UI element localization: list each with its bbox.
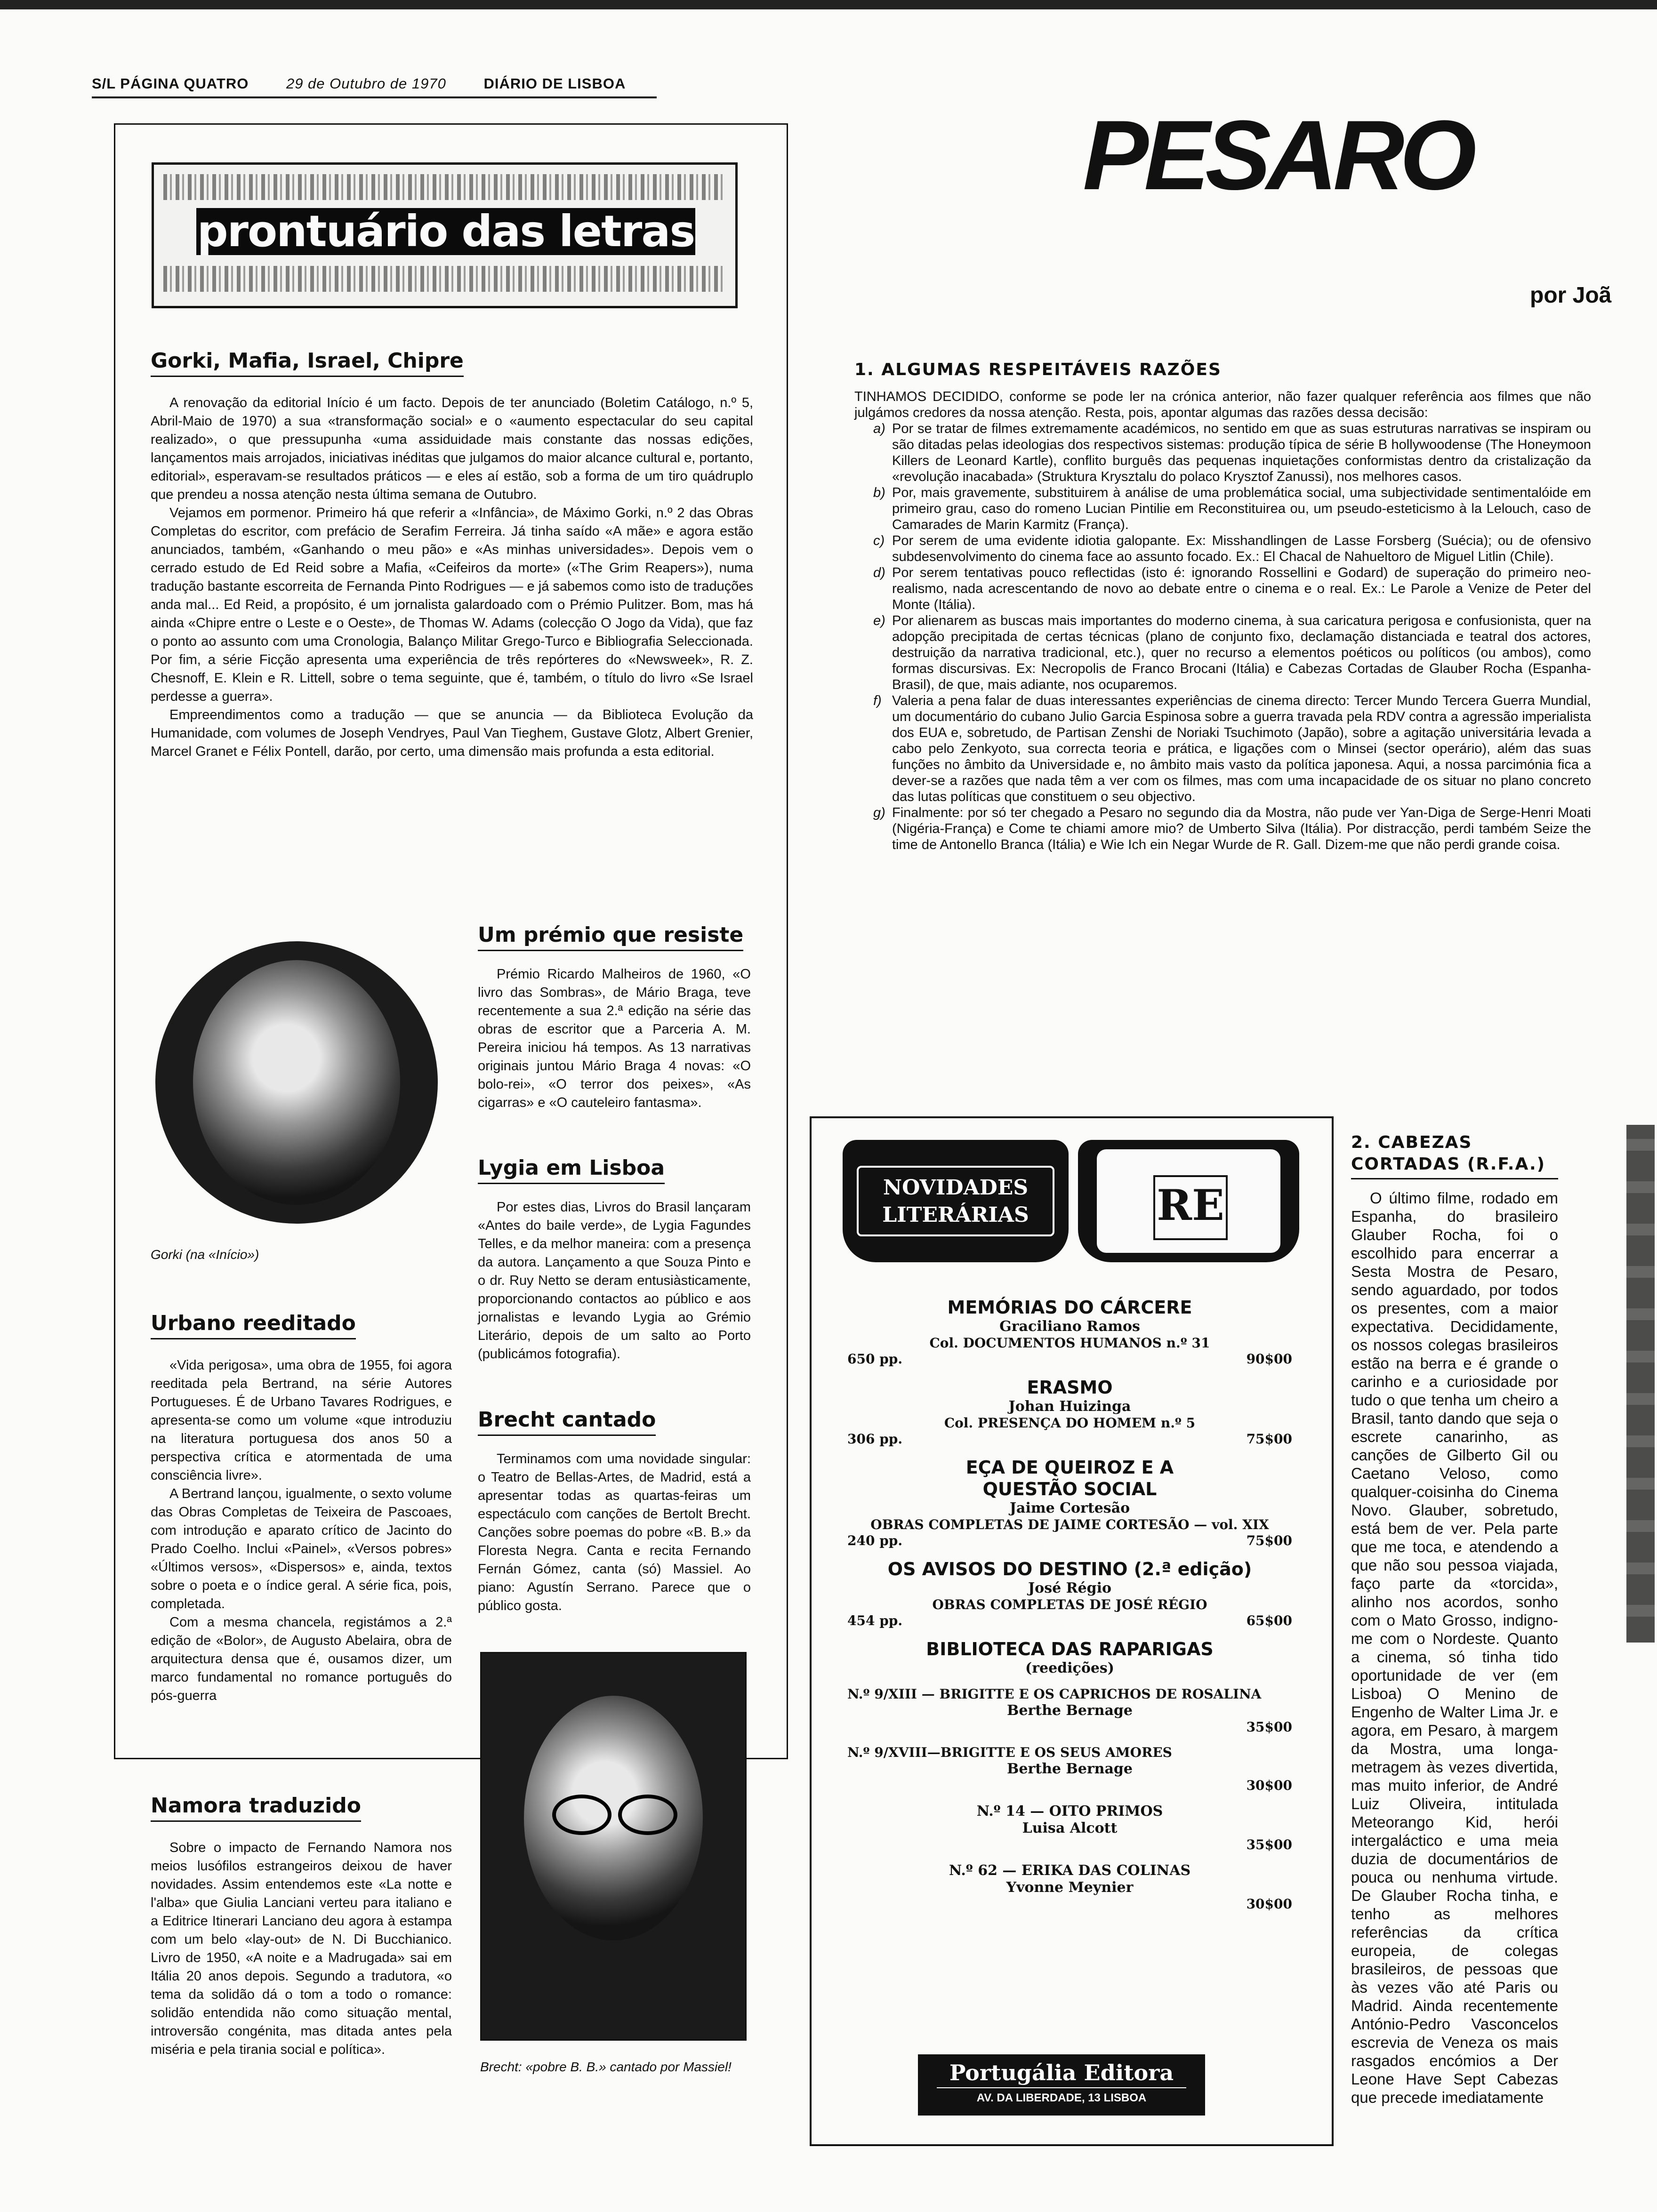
section-body: O último filme, rodado em Espanha, do brasileiro Glauber Rocha, foi o escolhido para encerrar a Sesta Mostra de Pesaro, sendo aguardado, por todos os presentes, com a maior expectativa. Decididamente, os nossos colegas brasileiros estão na berra e é grande o carinho e a curiosidade por tudo o que tenha um cheiro a Brasil, tanto dando que seja o escrete canarinho, as canções de Gilberto Gil ou Caetano Veloso, como qualquer-coisinha do Cinema Novo. Glauber, sobretudo, está bem de ver. Pela parte que me toca, e atendendo a que não sou pessoa viajada, faço parte da «torcida», alinho nos acordos, sonho com o Mato Grosso, indigno-me com o Nordeste. Quanto a cinema, só tinha tido oportunidade de ver (em Lisboa) O Menino de Engenho de Walter Lima Jr. e agora, em Pesaro, à margem da Mostra, uma longa-metragem às vezes divertida, mas muito inferior, de André Luiz Oliveira, intitulada Meteorango Kid, herói intergaláctico e uma meia duzia de documentários de pouca ou nenhuma virtude. De Glauber Rocha tinha, e tenho as melhores referências da crítica europeia, de colegas brasileiros, de pessoas que às vezes vão até Paris ou Madrid. Ainda recentemente António-Pedro Vasconcelos escrevia de Veneza os mais rasgados encómios a Der Leone Have Sept Cabezas que precede imediatamente: [1351, 1189, 1558, 2106]
reason-item: e) Por alienarem as buscas mais importantes do moderno cinema, à sua caricatura perigosa e confusionista, quer na adopção precipitada de certas técnicas (plano de conjunto fixo, declamação distanciada e teatral dos actores, destruição da narrativa tradicional, etc.), quer no recurso a elementos poéticos ou políticos (ou ambos), como formas discursivas. Ex: Necropolis de Franco Brocani (Itália) e Cabezas Cortadas de Glauber Rocha (Espanha-Brasil), de que, mais adiante, nos ocuparemos.: [873, 613, 1591, 692]
reason-item: d) Por serem tentativas pouco reflectidas (isto é: ignorando Rossellini e Godard) de superação do primeiro neo-realismo, nada acrescentando de novo ao debate entre o cinema e o real. Ex.: Le Parole a Venize de Peter del Monte (Itália).: [873, 565, 1591, 612]
banner-texture-top: [163, 174, 724, 200]
article-paragraph: Empreendimentos como a tradução — que se anuncia — da Biblioteca Evolução da Humanidade, com volumes de Joseph Vendryes, Paul Van Tieghem, Gustave Glotz, Albert Grenier, Marcel Granet e Félix Pontell, darão, por certo, uma dimensão mais profunda a esta editorial.: [151, 707, 753, 759]
pesaro-byline: por Joã: [1530, 283, 1612, 308]
article-paragraph: Sobre o impacto de Fernando Namora nos meios lusófilos estrangeiros deixou de haver novidades. Assim entendemos este «La notte e l'alba» que Giulia Lanciani verteu para italiano e a Editrice Itinerari Lanciano deu agora à estampa com um belo «lay-out» de N. Di Bucchianico. Livro de 1950, «A noite e a Madrugada» sai em Itália 20 anos depois. Segundo a tradutora, «o tema da solidão dá o tom a todo o romance: solidão entendida não como situação mental, introversão congénita, mas ditada antes pela miséria e pela tirania social e política».: [151, 1840, 452, 2057]
header-rule: [92, 96, 657, 98]
reason-item: g) Finalmente: por só ter chegado a Pesaro no segundo dia da Mostra, não pude ver Yan-Diga de Serge-Henri Moati (Nigéria-França) e Come te chiami amore mio? de Umberto Silva (Itália). Por distracção, perdi também Seize the time de Antonello Branca (Itália) e Wie Ich ein Negar Wurde de R. Gall. Dizem-me que não perdi grande coisa.: [873, 805, 1591, 852]
novidades-label: NOVIDADES LITERÁRIAS: [857, 1166, 1054, 1236]
biblioteca-entry: N.º 14 — OITO PRIMOS Luisa Alcott 35$00: [976, 1803, 1292, 1852]
article-body: [478, 965, 751, 1112]
novidades-badge: [843, 1140, 1069, 1262]
article-premio: [478, 922, 751, 1112]
biblioteca-entry: N.º 9/XIII — BRIGITTE E OS CAPRICHOS DE ROSALINA Berthe Bernage 35$00: [847, 1686, 1292, 1735]
article-paragraph: Vejamos em pormenor. Primeiro há que referir a «Infância», de Máximo Gorki, n.º 2 das Obras Completas do escritor, com prefácio de Serafim Ferreira. Já tinha saído «A mãe» e agora estão anunciados, também, «Ganhando o meu pão» e «As minhas universidades». Depois vem o cerrado estudo de Ed Reid sobre a Mafia, «Ceifeiros da morte» («The Grim Reapers»), numa tradução bastante escorreita de Fernanda Pinto Rodrigues — e já sabemos como isto de traduções anda mal... Ed Reid, a propósito, é um jornalista galardoado com o Prémio Pulitzer. Bom, mas há ainda «Chipre entre o Leste e o Oeste», de Thomas W. Adams (colecção O Jogo da Vida), que faz o ponto ao assunto com uma Cronologia, Balanço Militar Grego-Turco e Bibliografia Seleccionada. Por fim, a série Ficção apresenta uma experiência de três repórteres do «Newsweek», R. Z. Chesnoff, E. Klein e R. Littell, sobre o tema seguinte, que é, também, o título do livro «Se Israel perdesse a guerra».: [151, 505, 753, 704]
page-header: [92, 75, 659, 92]
prontuario-title: prontuário das letras: [197, 206, 695, 256]
article-paragraph: Com a mesma chancela, registámos a 2.ª edição de «Bolor», de Augusto Abelaira, obra de arquitectura densa que é, ousamos dizer, um marco fundamental no romance português do pós-guerra: [151, 1615, 452, 1703]
article-body: [151, 394, 753, 761]
page-date: 29 de Outubro de 1970: [286, 75, 446, 92]
publisher-name: Portugália Editora: [949, 2060, 1174, 2085]
article-gorki: [151, 348, 753, 761]
book-logo-badge: [1078, 1140, 1299, 1262]
page-top-border: [0, 0, 1657, 9]
reason-item: f) Valeria a pena falar de duas interessantes experiências de cinema directo: Tercer Mundo Tercera Guerra Mundial, um documentário do cubano Julio Garcia Espinosa sobre a guerra travada pela RDV contra a agressão imperialista dos EUA e, sobretudo, de Partisan Zenshi de Noriaki Tsuchimoto (Japão), sobre a agitação universitária levada a cabo pelo Zenkyoto, sua correcta teoria e prática, e ligações com o Minsei (sector operário), além das suas funções no âmbito da Universidade e, no âmbito mais vasto da política japonesa. Aqui, a nossa parcimónia fica a dever-se a razões que nada têm a ver com os filmes, mas com uma incapacidade de os situar no plano concreto das lutas políticas que constituem o seu objectivo.: [873, 693, 1591, 804]
pesaro-section-1: [854, 360, 1591, 853]
article-title: Brecht cantado: [478, 1407, 656, 1436]
banner-texture-bottom: [163, 266, 724, 292]
publisher-address: AV. DA LIBERDADE, 13 LISBOA: [937, 2087, 1186, 2105]
glasses-left-lens: [552, 1795, 611, 1835]
article-body: [151, 1356, 452, 1705]
article-paragraph: A renovação da editorial Início é um facto. Depois de ter anunciado (Boletim Catálogo, n.º 5, Abril-Maio de 1970) a sua «transformação social» e o «aumento espectacular do seu capital realizado», o que pressupunha «uma assiduidade mais constante das nossas edições, lançamentos mais arrojados, iniciativas inéditas que julgamos do maior alcance cultural e, portanto, editorial», esperavam-se resultados práticos — e eles aí estão, sob a forma de um tiro quádruplo que prendeu a nossa atenção nesta última semana de Outubro.: [151, 395, 753, 502]
book-entry: EÇA DE QUEIROZ E A QUESTÃO SOCIAL Jaime Cortesão OBRAS COMPLETAS DE JAIME CORTESÃO — vol. XIX 240 pp. 75$00: [847, 1457, 1292, 1548]
scan-edge-mark: [1626, 1125, 1655, 1643]
brecht-photo: [480, 1652, 747, 2041]
publisher-footer: [918, 2054, 1205, 2116]
brecht-caption: Brecht: «pobre B. B.» cantado por Massiel!: [480, 2060, 732, 2074]
article-title: Lygia em Lisboa: [478, 1155, 665, 1184]
gorki-caption: Gorki (na «Início»): [151, 1247, 259, 1262]
section-title: 1. ALGUMAS RESPEITÁVEIS RAZÕES: [854, 360, 1222, 379]
book-entry: MEMÓRIAS DO CÁRCERE Graciliano Ramos Col. DOCUMENTOS HUMANOS n.º 31 650 pp. 90$00: [847, 1297, 1292, 1367]
article-paragraph: Terminamos com uma novidade singular: o Teatro de Bellas-Artes, de Madrid, está a apresentar todas as quartas-feiras um espectáculo com canções de Bertolt Brecht. Canções sobre poemas do pobre «B. B.» da Floresta Negra. Canta e recita Fernando Fernán Gómez, canta (só) Massiel. Ao piano: Agustín Serrano. Parece que o público gosta.: [478, 1451, 751, 1613]
reason-item: c) Por serem de uma evidente idiotia galopante. Ex: Misshandlingen de Lasse Forsberg (Suécia); ou de ofensivo subdesenvolvimento do cinema face ao assunto focado. Ex.: El Chacal de Nahueltoro de Miguel Litlin (Chile).: [873, 533, 1591, 564]
article-paragraph: «Vida perigosa», uma obra de 1955, foi agora reeditada pela Bertrand, na série Autores Portugueses. É de Urbano Tavares Rodrigues, e apresenta-se como um volume «que introduziu na literatura portuguesa dos anos 50 a perspectiva crítica e atormentada de uma consciência livre».: [151, 1358, 452, 1483]
reason-item: b) Por, mais gravemente, substituirem à análise de uma problemática social, uma subjectividade sentimentalóide em primeiro grau, caso do romeno Lucian Pintilie em Reconstituirea ou, um pseudo-esteticismo à la Lelouch, caso de Camarades de Marin Karmitz (França).: [873, 485, 1591, 532]
book-list: [819, 1297, 1320, 1922]
article-title: Namora traduzido: [151, 1793, 361, 1822]
article-title: Gorki, Mafia, Israel, Chipre: [151, 348, 464, 377]
publisher-logo: RE: [1153, 1175, 1228, 1240]
article-paragraph: A Bertrand lançou, igualmente, o sexto volume das Obras Completas de Teixeira de Pascoaes, com introdução e aparato crítico de Jacinto do Prado Coelho. Inclui «Painel», «Versos pobres» «Últimos versos», «Dispersos» e, ainda, textos sobre o poeta e o índice geral. A série fica, pois, completada.: [151, 1486, 452, 1611]
gorki-portrait-image: [193, 960, 400, 1205]
article-body: [151, 1839, 452, 2059]
article-brecht: [478, 1407, 751, 1615]
biblioteca-entry: N.º 62 — ERIKA DAS COLINAS Yvonne Meynier 30$00: [949, 1862, 1292, 1912]
gorki-photo: [155, 941, 438, 1224]
open-book-icon: [1097, 1149, 1280, 1253]
article-urbano: [151, 1311, 452, 1705]
article-paragraph: Prémio Ricardo Malheiros de 1960, «O livro das Sombras», de Mário Braga, teve recentemente a sua 2.ª edição na série das obras de escritor que a Parceria A. M. Pereira iniciou há tempos. As 13 narrativas originais juntou Mário Braga 4 novas: «O bolo-rei», «O terror dos peixes», «As cigarras» e «O cauteleiro fantasma».: [478, 967, 751, 1110]
page-number: S/L PÁGINA QUATRO: [92, 75, 249, 92]
prontuario-banner: [152, 162, 738, 308]
article-namora: [151, 1793, 452, 2059]
book-entry: OS AVISOS DO DESTINO (2.ª edição) José Régio OBRAS COMPLETAS DE JOSÉ RÉGIO 454 pp. 65$00: [847, 1559, 1292, 1628]
article-lygia: [478, 1155, 751, 1363]
newspaper-name: DIÁRIO DE LISBOA: [483, 75, 626, 92]
article-body: [478, 1198, 751, 1363]
biblioteca-entry: N.º 9/XVIII—BRIGITTE E OS SEUS AMORES Berthe Bernage 30$00: [847, 1745, 1292, 1793]
pesaro-headline: PESARO: [1083, 100, 1472, 210]
book-entry: ERASMO Johan Huizinga Col. PRESENÇA DO HOMEM n.º 5 306 pp. 75$00: [847, 1377, 1292, 1447]
pesaro-section-2: [1351, 1132, 1558, 2107]
section-title: 2. CABEZAS CORTADAS (R.F.A.): [1351, 1132, 1558, 1179]
article-title: Urbano reeditado: [151, 1311, 356, 1339]
glasses-right-lens: [618, 1795, 677, 1835]
article-body: [478, 1450, 751, 1615]
biblioteca-heading: BIBLIOTECA DAS RAPARIGAS (reedições): [926, 1639, 1214, 1676]
reasons-list: [854, 421, 1591, 853]
reason-item: a) Por se tratar de filmes extremamente académicos, no sentido em que as suas estruturas narrativas se inspiram ou são ditadas pelas ideologias dos respectivos sistemas: produção típica de série B hollywoodense (The Honeymoon Killers de Leonard Kartle), conflito burguês das pequenas inquietações conformistas dentro da cristalização da «revolução inacabada» (Struktura Krysztalu do polaco Krysztof Zanussi), nos melhores casos.: [873, 421, 1591, 484]
article-paragraph: Por estes dias, Livros do Brasil lançaram «Antes do baile verde», de Lygia Fagundes Telles, e da melhor maneira: com a presença da autora. Lançamento a que Souza Pinto e o dr. Ruy Netto se deram entusiàsticamente, proporcionando contactos ao público e aos jornalistas e levando Lygia ao Grémio Literário, depois de um salto ao Porto (publicámos fotografia).: [478, 1200, 751, 1362]
article-title: Um prémio que resiste: [478, 922, 743, 951]
section-intro: TINHAMOS DECIDIDO, conforme se pode ler na crónica anterior, não fazer qualquer referência aos filmes que não julgámos credores da nossa atenção. Resta, pois, apontar algumas das razões dessa decisão:: [854, 389, 1591, 420]
